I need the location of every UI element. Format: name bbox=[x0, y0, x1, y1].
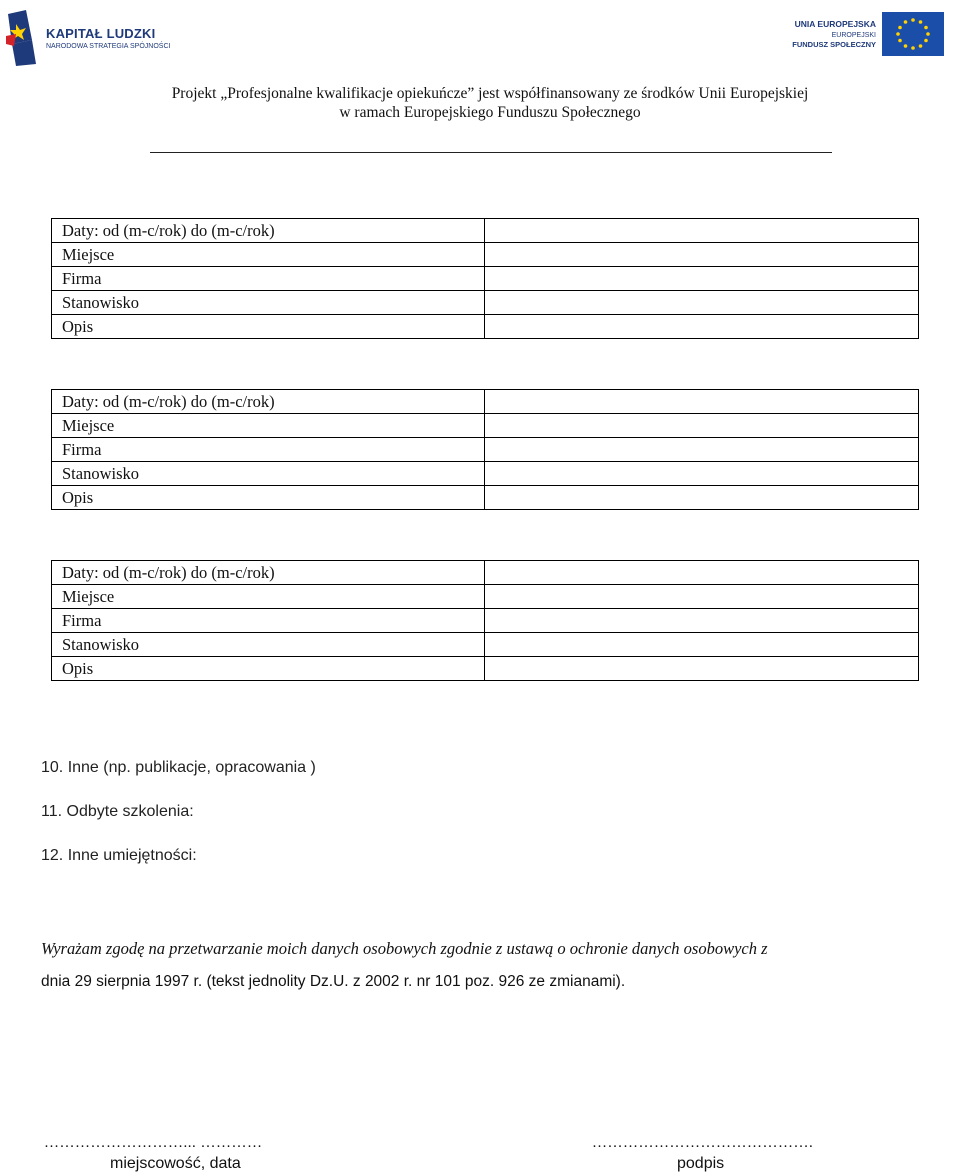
row-value-field[interactable] bbox=[485, 633, 918, 656]
table-row bbox=[52, 585, 918, 609]
row-label: Miejsce bbox=[52, 585, 485, 608]
eu-logo-line2: EUROPEJSKI bbox=[831, 32, 876, 39]
row-value-field[interactable] bbox=[485, 243, 918, 266]
item-12-skills: 12. Inne umiejętności: bbox=[41, 847, 197, 864]
row-label: Firma bbox=[52, 609, 485, 632]
row-label: Stanowisko bbox=[52, 291, 485, 314]
header-divider bbox=[150, 152, 832, 153]
row-value-field[interactable] bbox=[485, 291, 918, 314]
row-label: Daty: od (m-c/rok) do (m-c/rok) bbox=[52, 390, 485, 413]
table-row bbox=[52, 609, 918, 633]
row-value-field[interactable] bbox=[485, 657, 918, 680]
signature-dots: ……………………………………. bbox=[592, 1135, 814, 1151]
project-header-line1: Projekt „Profesjonalne kwalifikacje opiekuńcze” jest współfinansowany ze środków Unii Europejskiej bbox=[171, 85, 809, 102]
consent-line2: dnia 29 sierpnia 1997 r. (tekst jednolity Dz.U. z 2002 r. nr 101 poz. 926 ze zmianami). bbox=[41, 973, 626, 990]
row-label: Miejsce bbox=[52, 243, 485, 266]
experience-table-1 bbox=[51, 218, 919, 339]
place-date-dots: ………………………... ………… bbox=[44, 1135, 263, 1151]
table-row bbox=[52, 633, 918, 657]
table-row bbox=[52, 390, 918, 414]
signature-label: podpis bbox=[677, 1155, 725, 1172]
row-label: Daty: od (m-c/rok) do (m-c/rok) bbox=[52, 219, 485, 242]
row-value-field[interactable] bbox=[485, 219, 918, 242]
experience-table-3 bbox=[51, 560, 919, 681]
table-row bbox=[52, 657, 918, 681]
row-label: Firma bbox=[52, 267, 485, 290]
row-value-field[interactable] bbox=[485, 561, 918, 584]
table-row bbox=[52, 561, 918, 585]
table-row bbox=[52, 291, 918, 315]
consent-clause bbox=[41, 932, 921, 998]
kapital-ludzki-emblem-icon bbox=[6, 10, 40, 66]
row-value-field[interactable] bbox=[485, 315, 918, 338]
eu-logo-line1: UNIA EUROPEJSKA bbox=[794, 19, 876, 29]
item-10-other: 10. Inne (np. publikacje, opracowania ) bbox=[41, 759, 316, 776]
table-row bbox=[52, 267, 918, 291]
eu-logo bbox=[792, 12, 944, 56]
experience-table-2 bbox=[51, 389, 919, 510]
row-label: Stanowisko bbox=[52, 462, 485, 485]
row-value-field[interactable] bbox=[485, 438, 918, 461]
consent-line1: Wyrażam zgodę na przetwarzanie moich danych osobowych zgodnie z ustawą o ochronie danych osobowych z bbox=[41, 939, 768, 958]
table-row bbox=[52, 462, 918, 486]
kapital-ludzki-subtitle: NARODOWA STRATEGIA SPÓJNOŚCI bbox=[46, 43, 171, 50]
item-11-trainings: 11. Odbyte szkolenia: bbox=[41, 803, 194, 820]
row-label: Opis bbox=[52, 657, 485, 680]
eu-logo-line3: FUNDUSZ SPOŁECZNY bbox=[792, 40, 876, 49]
row-label: Firma bbox=[52, 438, 485, 461]
row-value-field[interactable] bbox=[485, 390, 918, 413]
eu-flag-icon bbox=[882, 12, 944, 56]
row-label: Opis bbox=[52, 315, 485, 338]
row-label: Stanowisko bbox=[52, 633, 485, 656]
row-value-field[interactable] bbox=[485, 414, 918, 437]
row-value-field[interactable] bbox=[485, 462, 918, 485]
table-row bbox=[52, 414, 918, 438]
table-row bbox=[52, 219, 918, 243]
row-value-field[interactable] bbox=[485, 585, 918, 608]
row-value-field[interactable] bbox=[485, 267, 918, 290]
row-value-field[interactable] bbox=[485, 486, 918, 509]
table-row bbox=[52, 438, 918, 462]
kapital-ludzki-title: KAPITAŁ LUDZKI bbox=[46, 26, 156, 41]
row-value-field[interactable] bbox=[485, 609, 918, 632]
project-header-line2: w ramach Europejskiego Funduszu Społecznego bbox=[339, 104, 641, 121]
table-row bbox=[52, 486, 918, 510]
kapital-ludzki-logo bbox=[6, 10, 170, 66]
row-label: Opis bbox=[52, 486, 485, 509]
place-date-label: miejscowość, data bbox=[110, 1155, 241, 1172]
row-label: Daty: od (m-c/rok) do (m-c/rok) bbox=[52, 561, 485, 584]
table-row bbox=[52, 315, 918, 339]
project-header bbox=[0, 84, 960, 122]
row-label: Miejsce bbox=[52, 414, 485, 437]
table-row bbox=[52, 243, 918, 267]
